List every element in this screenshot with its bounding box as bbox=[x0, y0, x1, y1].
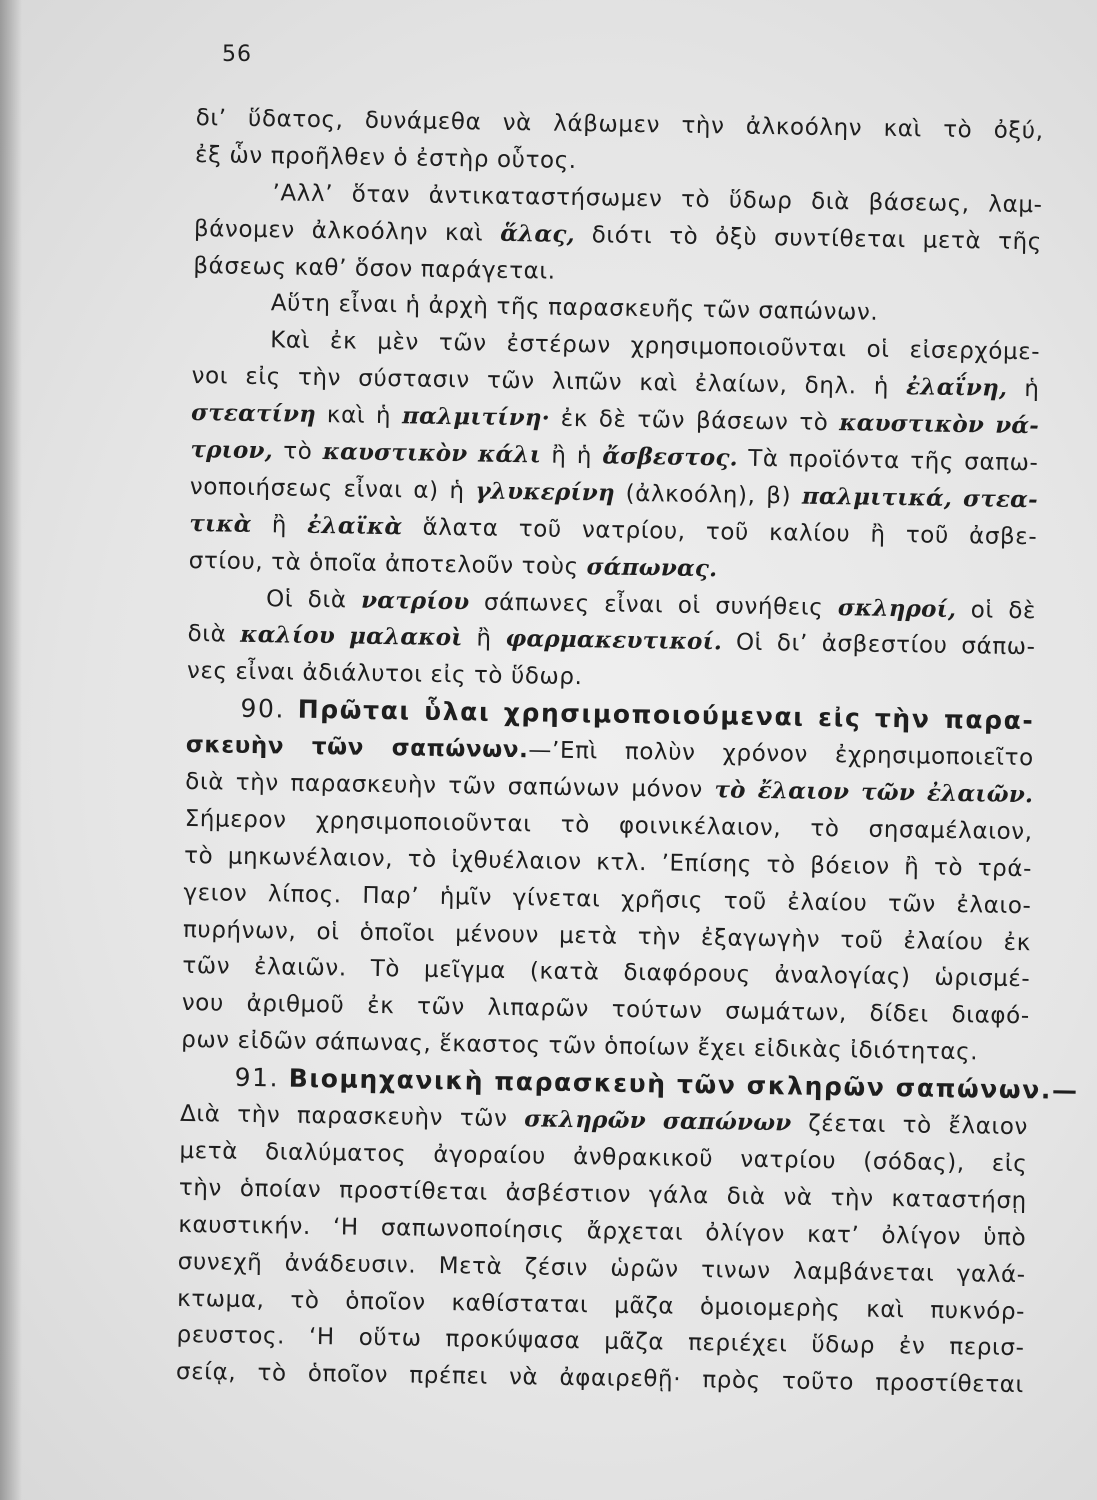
text-run: Σήμερον χρησιμοποιοῦνται τὸ φοινικέλαιον, τὸ σησαμέλαιον, bbox=[184, 805, 1033, 846]
text-run: ἅλατα τοῦ νατρίου, τοῦ καλίου ἢ τοῦ ἀσβε- bbox=[402, 514, 1038, 551]
text-run: νοι εἰς τὴν σύστασιν τῶν λιπῶν καὶ ἐλαίων, δηλ. ἡ bbox=[191, 363, 907, 401]
text-run: (ἀλκοόλη), β) bbox=[614, 480, 803, 510]
emphasized-term: τικὰ bbox=[189, 509, 252, 538]
text-run: διὰ bbox=[187, 621, 241, 649]
text-run: κτωμα, τὸ ὁποῖον καθίσταται μᾶζα ὁμοιομερὴς καὶ πυκνόρ- bbox=[176, 1285, 1026, 1325]
text-run: μετὰ διαλύματος ἀγοραίου ἀνθρακικοῦ νατρίου (σόδας), εἰς bbox=[179, 1137, 1028, 1178]
text-run: βάνομεν ἀλκοόλην καὶ bbox=[193, 215, 501, 247]
text-run: νοποιήσεως εἶναι α) ἡ bbox=[189, 473, 476, 505]
text-run: διότι τὸ ὀξὺ συντίθεται μετὰ τῆς bbox=[574, 221, 1043, 255]
text-run: 90. bbox=[240, 694, 298, 724]
emphasized-term: καυστικὸν κάλι bbox=[322, 438, 542, 469]
text-run: Οἱ δι’ ἀσβεστίου σάπω- bbox=[721, 629, 1036, 661]
emphasized-term: τριον, bbox=[190, 435, 274, 465]
text-run: Τὰ προϊόντα τῆς σαπω- bbox=[737, 445, 1039, 477]
bold-heading-text: Βιομηχανικὴ παρασκευὴ τῶν σκληρῶν σαπώνων.— bbox=[288, 1063, 1079, 1106]
text-run: βάσεως καθ’ ὅσον παράγεται. bbox=[193, 252, 556, 285]
emphasized-term: παλμιτίνη· bbox=[401, 402, 551, 432]
emphasized-term: καλίου μαλακοὶ bbox=[240, 621, 463, 652]
text-run: ἡ bbox=[1006, 376, 1040, 403]
text-run: πυρήνων, οἱ ὁποῖοι μένουν μετὰ τὴν ἐξαγωγὴν τοῦ ἐλαίου ἐκ bbox=[182, 916, 1032, 956]
text-run: Οἱ διὰ bbox=[265, 585, 362, 614]
emphasized-term: νατρίου bbox=[360, 586, 470, 615]
text-run: ’Αλλ’ ὅταν ἀντικαταστήσωμεν τὸ ὕδωρ διὰ βάσεως, λαμ- bbox=[272, 179, 1043, 219]
text-run: νου ἀριθμοῦ ἐκ τῶν λιπαρῶν τούτων σωμάτων, δίδει διαφό- bbox=[181, 990, 1030, 1030]
emphasized-term: ἅλας, bbox=[500, 219, 575, 248]
text-run: τῶν ἐλαιῶν. Τὸ μεῖγμα (κατὰ διαφόρους ἀναλογίας) ὡρισμέ- bbox=[182, 953, 1031, 993]
text-run: ζέεται τὸ ἔλαιον bbox=[791, 1110, 1029, 1141]
emphasized-term: ἄσβεστος. bbox=[602, 442, 739, 472]
body-text bbox=[175, 100, 1079, 1404]
emphasized-term: παλμιτικά, στεα- bbox=[801, 482, 1039, 514]
text-run: Καὶ ἐκ μὲν τῶν ἐστέρων χρησιμοποιοῦνται οἱ εἰσερχόμε- bbox=[270, 327, 1041, 366]
text-run: στίου, τὰ ὁποῖα ἀποτελοῦν τοὺς bbox=[188, 547, 587, 580]
emphasized-term: καυστικὸν νά- bbox=[839, 409, 1040, 440]
text-run: ρων εἰδῶν σάπωνας, ἕκαστος τῶν ὁποίων ἔχει εἰδικὰς ἰδιότητας. bbox=[181, 1027, 979, 1066]
text-run: ἢ bbox=[462, 625, 506, 653]
text-run: τὸ μηκωνέλαιον, τὸ ἰχθυέλαιον κτλ. ’Επίσης τὸ βόειον ἢ τὸ τρά- bbox=[183, 842, 1033, 883]
text-run: Αὕτη εἶναι ἡ ἀρχὴ τῆς παρασκευῆς τῶν σαπώνων. bbox=[270, 290, 879, 327]
text-run: ἐξ ὧν προῆλθεν ὁ ἐστὴρ οὗτος. bbox=[194, 141, 577, 174]
emphasized-term: σκληρῶν σαπώνων bbox=[524, 1105, 792, 1137]
text-run: Διὰ τὴν παρασκευὴν τῶν bbox=[179, 1100, 525, 1133]
text-run: συνεχῆ ἀνάδευσιν. Μετὰ ζέσιν ὡρῶν τινων λαμβάνεται γαλά- bbox=[177, 1248, 1026, 1288]
page-edge-shadow bbox=[0, 0, 22, 1500]
text-run: ρευστος. ‘Η οὕτω προκύψασα μᾶζα περιέχει ὕδωρ ἐν περισ- bbox=[176, 1322, 1025, 1362]
text-run: σείᾳ, τὸ ὁποῖον πρέπει νὰ ἀφαιρεθῇ· πρὸς τοῦτο προστίθεται bbox=[175, 1359, 1025, 1399]
text-run: τὴν ὁποίαν προστίθεται ἀσβέστιον γάλα διὰ νὰ τὴν καταστήσῃ bbox=[178, 1174, 1028, 1215]
emphasized-term: ἐλαΐνη, bbox=[905, 373, 1008, 403]
text-run: διὰ τὴν παρασκευὴν τῶν σαπώνων μόνον bbox=[185, 768, 715, 804]
text-run: —’Επὶ πολὺν χρόνον ἐχρησιμοποιεῖτο bbox=[528, 737, 1034, 772]
text-run: γειον λίπος. Παρ’ ἡμῖν γίνεται χρῆσις τοῦ ἐλαίου τῶν ἐλαιο- bbox=[183, 879, 1032, 919]
text-run: 91. bbox=[234, 1062, 289, 1093]
emphasized-term: στεατίνη bbox=[190, 399, 317, 429]
emphasized-term: σάπωνας. bbox=[586, 552, 718, 582]
emphasized-term: ἐλαϊκὰ bbox=[307, 511, 403, 541]
text-run: τὸ bbox=[272, 438, 323, 466]
emphasized-term: γλυκερίνη bbox=[475, 477, 616, 507]
text-run: νες εἶναι ἀδιάλυτοι εἰς τὸ ὕδωρ. bbox=[186, 658, 583, 691]
bold-heading-text: Πρῶται ὗλαι χρησιμοποιούμεναι εἰς τὴν παρα- bbox=[297, 694, 1035, 736]
text-run: ἢ bbox=[251, 511, 308, 539]
text-run: οἱ δὲ bbox=[956, 596, 1037, 624]
emphasized-term: σκληροί, bbox=[837, 593, 957, 623]
text-run: ἐκ δὲ τῶν βάσεων τὸ bbox=[549, 405, 840, 437]
bold-heading-text: σκευὴν τῶν σαπώνων. bbox=[185, 732, 529, 764]
emphasized-term: φαρμακευτικοί. bbox=[505, 625, 723, 656]
text-run: δι’ ὕδατος, δυνάμεθα νὰ λάβωμεν τὴν ἀλκοόλην καὶ τὸ ὀξύ, bbox=[195, 104, 1044, 145]
page-number: 56 bbox=[222, 42, 252, 67]
text-run: καυστικήν. ‘Η σαπωνοποίησις ἄρχεται ὀλίγον κατ’ ὀλίγον ὑπὸ bbox=[178, 1211, 1027, 1251]
emphasized-term: τὸ ἔλαιον τῶν ἐλαιῶν. bbox=[714, 776, 1034, 809]
text-run: ἢ ἡ bbox=[540, 442, 603, 470]
text-run: καὶ ἡ bbox=[315, 402, 403, 430]
text-run: σάπωνες εἶναι οἱ συνήθεις bbox=[469, 588, 839, 621]
